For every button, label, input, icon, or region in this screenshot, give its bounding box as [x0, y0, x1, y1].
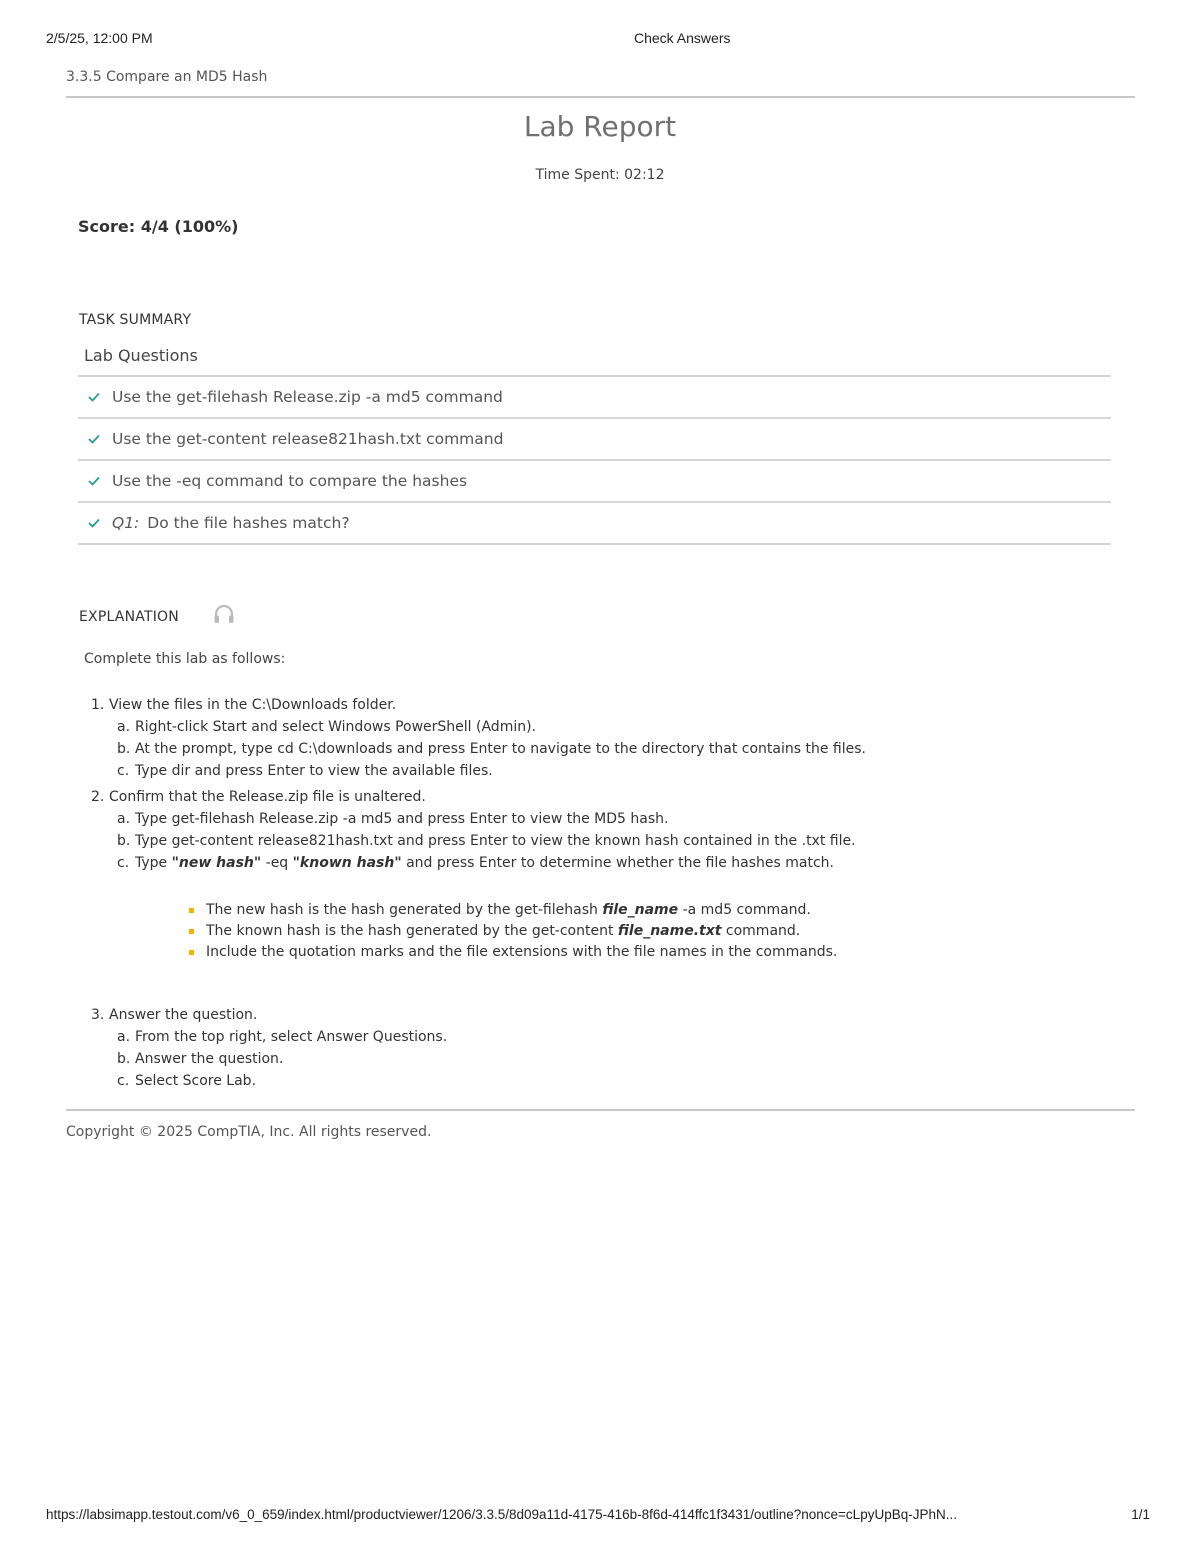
step-item [91, 694, 866, 782]
note-text: Include the quotation marks and the file extensions with the file names in the commands. [206, 944, 838, 960]
substep-text: Select Score Lab. [135, 1073, 257, 1089]
lab-question-item[interactable] [78, 503, 1111, 545]
substep-item [117, 716, 866, 738]
substep-letter: c. [117, 855, 130, 871]
check-icon [88, 518, 104, 528]
lab-question-item[interactable] [78, 377, 1111, 419]
eq-text: -eq [261, 855, 293, 871]
note-item [189, 942, 837, 963]
substep-item [117, 808, 866, 830]
substep-text: Type dir and press Enter to view the available files. [135, 763, 493, 779]
check-icon [88, 434, 104, 444]
lab-questions-list [78, 375, 1111, 545]
note-emphasis: file_name.txt [617, 923, 722, 939]
print-date: 2/5/25, 12:00 PM [46, 30, 153, 46]
step-item [91, 1004, 447, 1092]
score: Score: 4/4 (100%) [78, 217, 239, 236]
new-hash-text: "new hash" [171, 855, 262, 871]
substep-letter: b. [117, 833, 131, 849]
substep-letter: c. [117, 763, 130, 779]
note-text: The known hash is the hash generated by the get-content [206, 923, 618, 939]
substep-text-suffix: and press Enter to determine whether the file hashes match. [401, 855, 834, 871]
lab-questions-heading: Lab Questions [84, 346, 198, 365]
notes-list [189, 900, 837, 963]
substep-item [117, 852, 866, 874]
step-number: 1. [91, 697, 105, 713]
note-item [189, 921, 837, 942]
explanation-steps [91, 694, 866, 874]
substep-text: From the top right, select Answer Questions. [135, 1029, 448, 1045]
substep-text: At the prompt, type cd C:\downloads and press Enter to navigate to the directory that contains the files. [135, 741, 866, 757]
note-text: -a md5 command. [678, 902, 811, 918]
substep-item [117, 760, 866, 782]
page-url: https://labsimapp.testout.com/v6_0_659/index.html/productviewer/1206/3.3.5/8d09a11d-4175-416b-8f6d-414ffc1f3431/outline?nonce=cLpyUpBq-JPhN... [46, 1507, 957, 1522]
explanation-steps [91, 1004, 447, 1092]
substep-letter: b. [117, 741, 131, 757]
lab-question-item[interactable] [78, 461, 1111, 503]
substep-item [117, 1026, 447, 1048]
substep-letter: a. [117, 1029, 131, 1045]
page-title: Lab Report [523, 110, 677, 143]
substep-item [117, 738, 866, 760]
question-number: Q1: [112, 514, 140, 532]
substep-text: Answer the question. [135, 1051, 284, 1067]
substep-letter: a. [117, 811, 131, 827]
substep-letter: a. [117, 719, 131, 735]
check-icon [88, 392, 104, 402]
page-number: 1/1 [1131, 1507, 1150, 1522]
print-header [46, 30, 1154, 48]
substep-text: Type get-filehash Release.zip -a md5 and press Enter to view the MD5 hash. [135, 811, 669, 827]
check-icon [88, 476, 104, 486]
explanation-heading: EXPLANATION [79, 609, 179, 625]
bottom-divider [66, 1109, 1135, 1111]
substep-text-prefix: Type [135, 855, 172, 871]
headphones-icon[interactable] [213, 603, 235, 629]
explanation-intro: Complete this lab as follows: [84, 651, 286, 667]
substep-text: Right-click Start and select Windows PowerShell (Admin). [135, 719, 537, 735]
lab-question-item[interactable] [78, 419, 1111, 461]
step-text: Confirm that the Release.zip file is unaltered. [109, 789, 426, 805]
step-text: Answer the question. [109, 1007, 258, 1023]
time-spent: Time Spent: 02:12 [535, 167, 665, 183]
lab-question-text: Use the get-content release821hash.txt command [112, 430, 504, 448]
lab-question-text: Use the get-filehash Release.zip -a md5 command [112, 388, 503, 406]
lab-question-text: Do the file hashes match? [147, 514, 350, 532]
substep-item [117, 1048, 447, 1070]
step-text: View the files in the C:\Downloads folder. [109, 697, 397, 713]
top-divider [66, 96, 1135, 98]
substep-letter: c. [117, 1073, 130, 1089]
print-footer [46, 1507, 1150, 1525]
substep-letter: b. [117, 1051, 131, 1067]
known-hash-text: "known hash" [292, 855, 402, 871]
substep-text: Type get-content release821hash.txt and press Enter to view the known hash contained in the .txt file. [135, 833, 856, 849]
step-number: 2. [91, 789, 105, 805]
step-number: 3. [91, 1007, 105, 1023]
note-text: The new hash is the hash generated by the get-filehash [206, 902, 603, 918]
task-summary-heading: TASK SUMMARY [79, 312, 192, 328]
step-item [91, 786, 866, 874]
print-title: Check Answers [634, 30, 731, 46]
note-text: command. [721, 923, 801, 939]
copyright: Copyright © 2025 CompTIA, Inc. All rights reserved. [66, 1124, 432, 1140]
note-item [189, 900, 837, 921]
substep-item [117, 830, 866, 852]
note-emphasis: file_name [602, 902, 679, 918]
lab-question-text: Use the -eq command to compare the hashes [112, 472, 468, 490]
lab-name: 3.3.5 Compare an MD5 Hash [66, 69, 268, 85]
substep-item [117, 1070, 447, 1092]
